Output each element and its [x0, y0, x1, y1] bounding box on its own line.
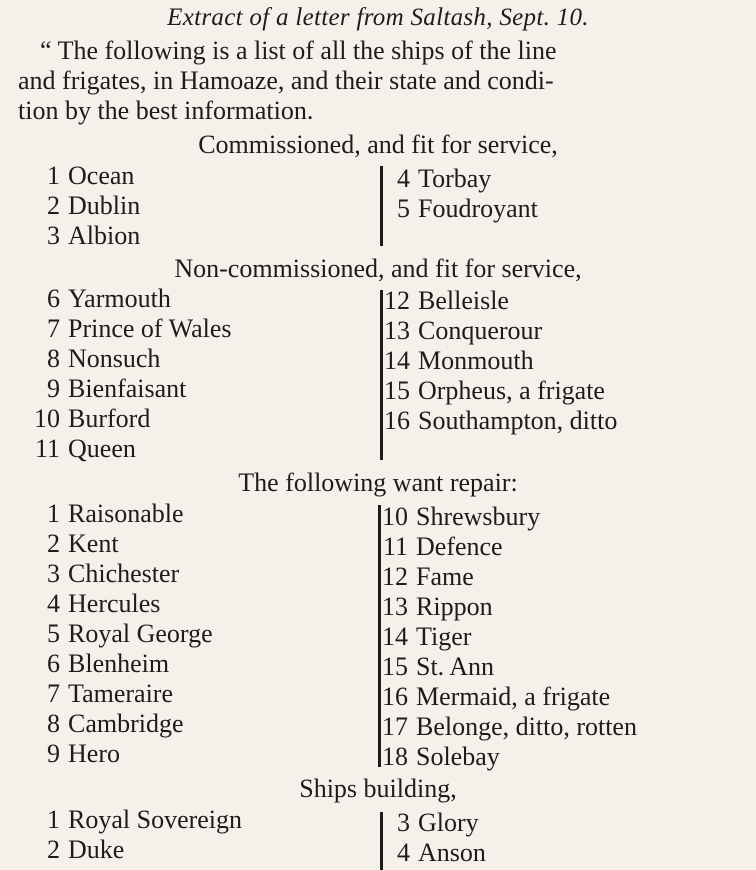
list-item: 3 Albion [47, 221, 141, 250]
list-item: 14 Tiger [382, 622, 472, 651]
intro-line-1: “ The following is a list of all the ships of the line [40, 36, 557, 65]
list-item: 8 Cambridge [47, 709, 184, 738]
intro-line-3: tion by the best information. [18, 96, 314, 125]
list-item: 13 Conquerour [384, 316, 543, 345]
list-item: 7 Prince of Wales [47, 314, 232, 343]
commissioned-right-list [364, 164, 538, 224]
list-item: 6 Blenheim [47, 649, 170, 678]
list-item: 7 Tameraire [47, 679, 173, 708]
list-item: 16 Southampton, ditto [384, 406, 618, 435]
list-item: 16 Mermaid, a frigate [382, 682, 611, 711]
list-item: 15 St. Ann [382, 652, 495, 681]
list-item: 4 Torbay [397, 164, 492, 193]
non-commissioned-left-list [14, 284, 232, 464]
list-item: 1 Raisonable [47, 499, 184, 528]
list-item: 12 Fame [382, 562, 474, 591]
list-item: 4 Hercules [47, 589, 161, 618]
extract-title: Extract of a letter from Saltash, Sept. 10. [167, 4, 589, 31]
list-item: 5 Foudroyant [397, 194, 538, 223]
want-repair-left-list [14, 499, 213, 769]
list-item: 14 Monmouth [384, 346, 534, 375]
list-item: 17 Belonge, ditto, rotten [382, 712, 637, 741]
non-commissioned-right-list [364, 286, 617, 436]
section-heading-non-commissioned: Non-commissioned, and fit for service, [174, 254, 582, 283]
list-item: 2 Dublin [47, 191, 141, 220]
ships-building-left-list [14, 805, 242, 865]
list-item: 10 Shrewsbury [382, 502, 541, 531]
list-item: 1 Ocean [47, 161, 135, 190]
list-item: 2 Duke [47, 835, 125, 864]
ships-building-right-list [364, 808, 486, 868]
list-item: 1 Royal Sovereign [47, 805, 243, 834]
intro-line-2: and frigates, in Hamoaze, and their state and condi- [18, 66, 554, 95]
list-item: 3 Chichester [47, 559, 180, 588]
list-item: 15 Orpheus, a frigate [384, 376, 605, 405]
commissioned-left-list [14, 161, 140, 251]
list-item: 11 Queen [34, 434, 136, 463]
list-item: 5 Royal George [47, 619, 213, 648]
list-item: 2 Kent [47, 529, 119, 558]
section-heading-want-repair: The following want repair: [238, 468, 518, 497]
section-heading-ships-building: Ships building, [299, 774, 457, 803]
list-item: 11 Defence [382, 532, 503, 561]
list-item: 6 Yarmouth [47, 284, 171, 313]
list-item: 12 Belleisle [384, 286, 509, 315]
section-heading-commissioned: Commissioned, and fit for service, [198, 130, 558, 159]
list-item: 3 Glory [397, 808, 479, 837]
list-item: 13 Rippon [382, 592, 493, 621]
list-item: 9 Bienfaisant [47, 374, 187, 403]
list-item: 18 Solebay [382, 742, 500, 771]
list-item: 10 Burford [34, 404, 151, 433]
want-repair-right-list [362, 502, 637, 772]
list-item: 9 Hero [47, 739, 120, 768]
list-item: 8 Nonsuch [47, 344, 161, 373]
list-item: 4 Anson [397, 838, 486, 867]
